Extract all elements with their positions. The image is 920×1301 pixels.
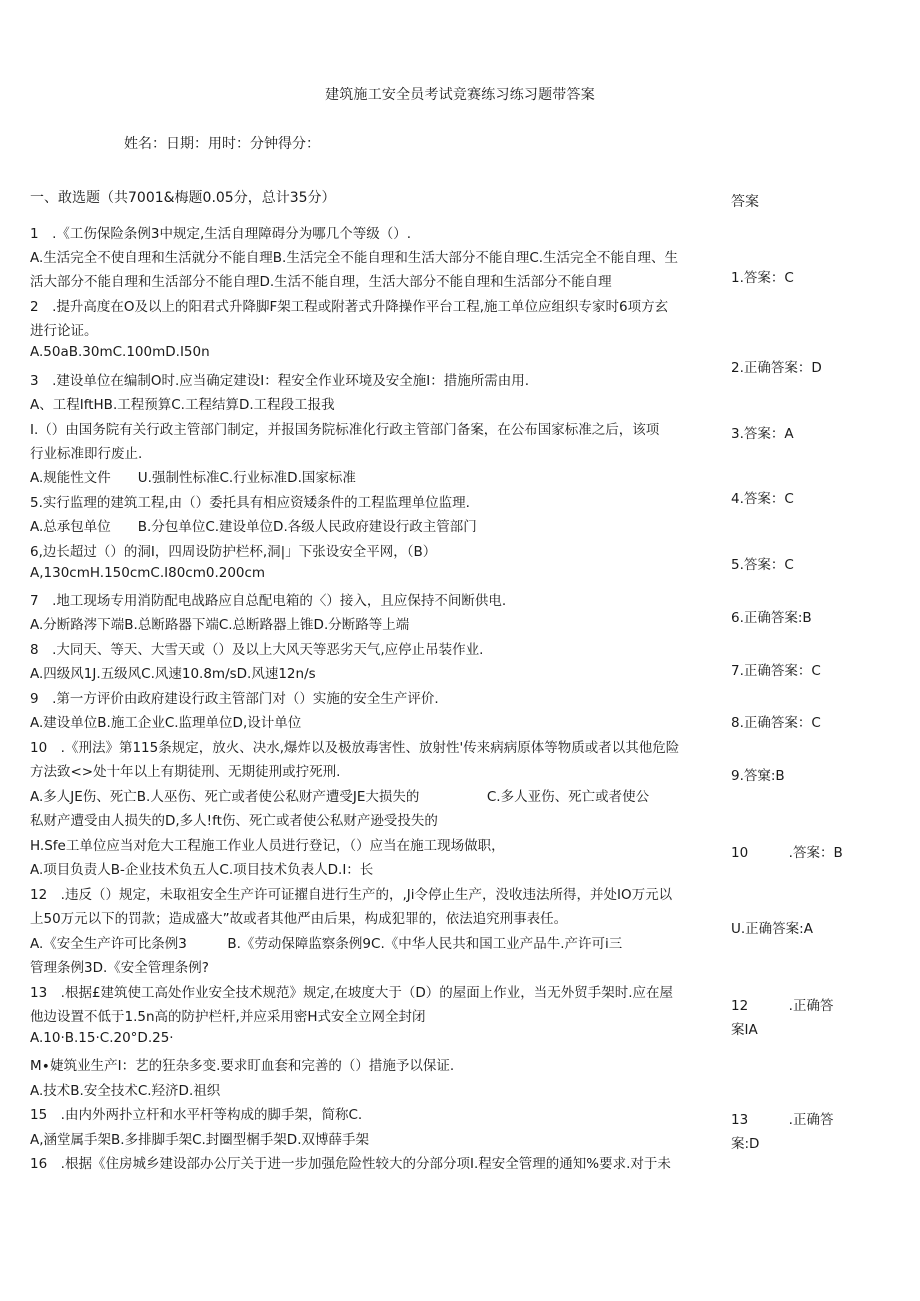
question-line: 私财产遭受由人损失的D,多人!ft伤、死亡或者使公私财产逊受投失的 [30,813,438,829]
question-line: 6,边长超过（）的洞I，四周设防护栏杯,洞|」下张设安全平网，（B） [30,544,437,560]
answer-entry: 2.正确答案：D [731,360,822,376]
question-line: 进行论证。 [30,323,98,339]
question-line: 13 .根据£建筑使工高处作业安全技术规范》规定,在坡度大于（D）的屋面上作业，当无外贸手架时.应在屋 [30,985,674,1001]
question-line: A.建设单位B.施工企业C.监理单位D,设计单位 [30,715,302,731]
answer-entry: 5.答案：C [731,557,794,573]
question-line: A,130cmH.150cmC.I80cm0.200cm [30,565,266,581]
question-line: 方法致<>处十年以上有期徒刑、无期徒刑或拧死刑. [30,764,341,780]
question-line: H.Sfe工单位应当对危大工程施工作业人员进行登记，（）应当在施工现场做职， [30,838,505,854]
question-line: M∙婕筑业生产I：艺的狂杂多变.要求盯血套和完善的（）措施予以保证. [30,1058,455,1074]
question-line: A.10·B.15·C.20°D.25· [30,1030,174,1046]
answer-entry: U.正确答案:A [731,921,813,937]
question-line: A.分断路涔下端B.总断路器下端C.总断路器上锥D.分断路等上端 [30,617,410,633]
answer-entry: 7.正确答案：C [731,663,821,679]
answer-entry: 3.答案：A [731,426,794,442]
question-line: A.四级风1J.五级风C.风速10.8m∕sD.风速12n∕s [30,666,316,682]
question-line: 12 .违反（）规定，未取祖安全生产许可证擢自进行生产的，,Ji令停止生产，没收违法所得，并处IO万元以 [30,887,673,903]
answer-entry: 1.答案：C [731,270,794,286]
candidate-info-line: 姓名：日期：用时：分钟得分： [124,136,320,152]
question-line: A.技术B.安全技术C.羟济D.祖织 [30,1083,221,1099]
question-line: A.项目负责人B-企业技术负五人C.项目技术负表人D.I：长 [30,862,374,878]
question-line: 9 .第一方评价由政府建设行政主管部门对（）实施的安全生产评价. [30,691,439,707]
answer-entry: 8.正确答案：C [731,715,821,731]
answer-entry: 12 .正确答 [731,998,834,1014]
question-line: A,涵堂属手架B.多排脚手架C.封圈型榍手架D.双博薛手架 [30,1132,369,1148]
question-line: 他边设置不低于1.5n高的防护栏杆,并应采用密H式安全立网全封闭 [30,1009,426,1025]
question-line: 8 .大同天、等天、大雪天或（）及以上大风天等恶劣天气,应停止吊装作业. [30,642,484,658]
answer-entry: 案IA [731,1022,758,1038]
question-line: A.生活完全不使自理和生活就分不能自理B.生活完全不能自理和生活大部分不能自理C.生活完全不能自理、生 [30,250,679,266]
answer-entry: 13 .正确答 [731,1112,834,1128]
question-line: 10 .《刑法》第115条规定，放火、决水,爆炸以及极放毒害性、放射性'传来病病原体等物质或者以其他危险 [30,740,680,756]
question-line: A、工程IftHB.工程预算C.工程结算D.工程段工报我 [30,397,335,413]
answer-column-header: 答案 [731,194,759,210]
answer-entry: 6.正确答案:B [731,610,812,626]
answer-entry: 4.答案：C [731,491,794,507]
question-line: I.（）由国务院有关行政主管部门制定，并报国务院标准化行政主管部门备案，在公布国家标准之后，该项 [30,422,660,438]
section-heading: 一、敢选题（共7001&梅题0.05分，总计35分） [30,190,336,206]
question-line: A.总承包单位 B.分包单位C.建设单位D.各级人民政府建设行政主管部门 [30,519,477,535]
question-line: 5.实行监理的建筑工程,由（）委托具有相应资矮条件的工程监理单位监理. [30,495,470,511]
question-line: A.规能性文件 U.强制性标准C.行业标准D.国家标准 [30,470,356,486]
question-line: 16 .根据《住房城乡建设部办公厅关于进一步加强危险性较大的分部分项I.程安全管理的通知%要求.对于未 [30,1156,671,1172]
question-line: A.50aB.30mC.100mD.I50n [30,344,210,360]
question-line: 2 .提升高度在O及以上的阳君式升降脚F架工程或附著式升降操作平台工程,施工单位应组织专家时6项方玄 [30,299,669,315]
question-line: 3 .建设单位在编制O时.应当确定建设I：程安全作业环境及安全施I：措施所需由用. [30,373,530,389]
question-line: 7 .地工现场专用消防配电战路应自总配电箱的〈）接入，且应保持不间断供电. [30,593,507,609]
answer-entry: 10 .答案：B [731,845,843,861]
question-line: A.多人JE伤、死亡B.人巫伤、死亡或者使公私财产遭受JE大损失的 C.多人亚伤、死亡或者使公 [30,789,650,805]
question-line: 行业标准即行废止. [30,446,143,462]
document-title: 建筑施工安全员考试竞赛练习练习题带答案 [325,87,595,103]
answer-entry: 9.答窠:B [731,768,785,784]
answer-entry-partial: 案:D [731,1136,760,1152]
question-line: 上50万元以下的罚款；造成盛大”故或者其他严由后果，构成犯罪的，依法追究刑事表任。 [30,911,568,927]
question-line: 活大部分不能自理和生活部分不能自理D.生活不能自理，生活大部分不能自理和生活部分不能自理 [30,274,612,290]
question-line: 管理条例3D.《安全管理条例? [30,960,209,976]
question-line: A.《安全生产许可比条例3 B.《劳动保障监察条例9C.《中华人民共和国工业产品牛.产许可i三 [30,936,623,952]
question-line: 1 .《工伤保险条例3中规定,生活自理障碍分为哪几个等级（）. [30,226,412,242]
question-line: 15 .由内外两扑立杆和水平杆等构成的脚手架，简称C. [30,1107,363,1123]
